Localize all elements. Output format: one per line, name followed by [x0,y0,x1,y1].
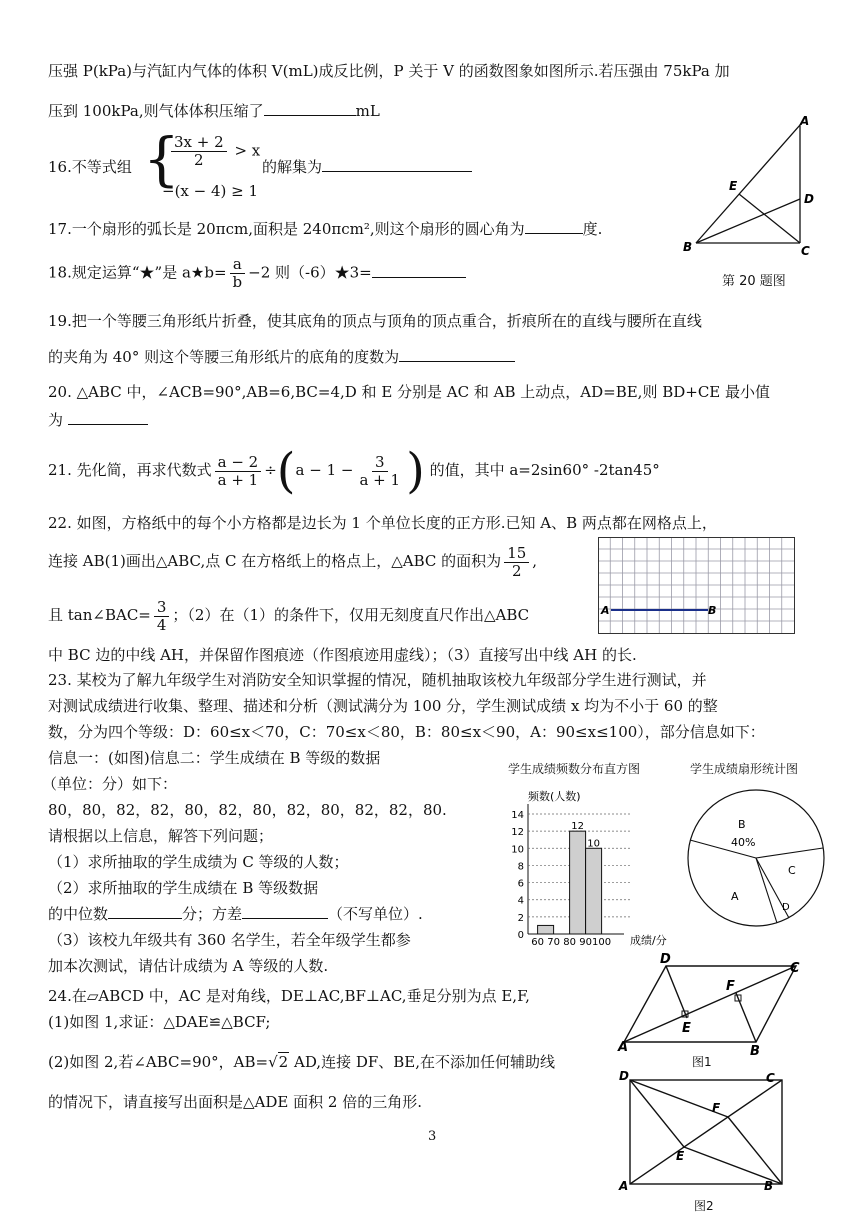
q22-grid [598,537,798,637]
fig1-parallelogram [614,952,814,1070]
q24-line3-text: (2)如图 2,若∠ABC=90°，AB= [48,1053,269,1071]
fig1-label-F: F [726,979,735,994]
q15-line2 [48,102,380,120]
q21-f2-num: 3 [372,454,388,472]
histogram-y-tick: 4 [517,895,524,907]
histogram-y-tick: 0 [517,930,524,941]
pie-title: 学生成绩扇形统计图 [690,762,799,776]
q19-line1: 19.把一个等腰三角形纸片折叠，使其底角的顶点与顶角的顶点重合，折痕所在的直线与腰所在直线 [48,312,702,330]
q23-line6: 80，80，82，82，80，82，80，82，80，82，82，80. [48,801,447,819]
q23-line7: 请根据以上信息，解答下列问题； [48,827,274,845]
q22-line2 [48,540,537,582]
q21-f2-den: a + 1 [359,470,401,489]
histogram-y-tick: 2 [517,912,524,924]
fig2-label-F: F [712,1101,721,1115]
q20-line1: 20. △ABC 中，∠ACB=90°,AB=6,BC=4,D 和 E 分别是 AC 和 AB 上动点，AD=BE,则 BD+CE 最小值 [48,383,771,401]
left-paren: ( [276,443,296,499]
fig20-triangle [680,115,820,260]
q23-line11: （3）该校九年级共有 360 名学生，若全年级学生都参 [48,931,411,949]
q21-divide: ÷ [264,461,277,479]
fig2-caption: 图2 [694,1199,714,1213]
q23-line10 [48,905,423,923]
ineq1-numerator: 3x + 2 [171,134,227,152]
histogram-bar [570,831,586,934]
pie-label-B: B [738,818,746,831]
answer-blank [372,277,466,278]
sqrt-radicand: 2 [278,1053,289,1071]
q20-line2-text: 为 [48,411,64,429]
q21-post: 的值，其中 a=2sin60° -2tan45° [429,461,660,479]
fig1-label-D: D [660,952,671,967]
right-paren: ) [406,443,425,499]
fig2-label-C: C [766,1071,775,1085]
fig1-label-C: C [790,961,800,976]
q23-line2: 对测试成绩进行收集、整理、描述和分析（测试满分为 100 分，学生测试成绩 x 均为不小于 60 的整 [48,697,718,715]
histogram-x-tick: 80 [563,937,576,948]
fig20-label-A: A [800,115,810,128]
q23-line12: 加本次测试，请估计成绩为 A 等级的人数. [48,957,329,975]
q21-text: 21. 先化简，再求代数式 [48,461,212,479]
answer-blank [399,361,515,362]
answer-blank [68,424,148,425]
q24-line3 [48,1053,555,1071]
q16-ineq1 [168,134,260,169]
q22-line1: 22. 如图，方格纸中的每个小方格都是边长为 1 个单位长度的正方形.已知 A、B 两点都在网格点上， [48,514,717,532]
histogram-y-tick: 14 [511,810,524,821]
q24-line4: 的情况下，请直接写出面积是△ADE 面积 2 倍的三角形. [48,1093,422,1111]
q19-line2 [48,348,515,366]
q17-text: 17.一个扇形的弧长是 20πcm,面积是 240πcm²,则这个扇形的圆心角为 [48,220,525,238]
fig2-rectangle [614,1068,814,1194]
histogram-x-tick: 90 [579,937,592,948]
answer-blank [264,115,356,116]
q15-line1: 压强 P(kPa)与汽缸内气体的体积 V(mL)成反比例，P 关于 V 的函数图象如图所示.若压强由 75kPa 加 [48,62,730,80]
tan-num: 3 [154,599,170,617]
q21-mid: a − 1 − [295,461,354,479]
fig20-label-B: B [683,240,693,254]
fig2-label-B: B [764,1179,774,1193]
system-brace: { [143,125,180,193]
answer-blank [525,233,583,234]
q23-line10-a: 的中位数 [48,905,109,923]
histogram-x-tick: 70 [547,937,560,948]
ineq1-denominator: 2 [194,151,204,169]
histogram-bar [586,848,602,934]
histogram-x-tick: 100 [592,937,612,948]
tan-den: 4 [156,615,167,634]
fig2-label-E: E [676,1149,685,1163]
q23-line4: 信息一：(如图)信息二：学生成绩在 B 等级的数据 [48,749,381,767]
q17 [48,220,602,238]
fig20-label-C: C [801,244,810,258]
q21-f1-den: a + 1 [217,470,259,489]
q24-line1: 24.在▱ABCD 中，AC 是对角线，DE⊥AC,BF⊥AC,垂足分别为点 E,F, [48,987,530,1005]
q22-line2-text: 连接 AB(1)画出△ABC,点 C 在方格纸上的格点上，△ABC 的面积为 [48,552,502,570]
answer-blank [242,918,328,919]
q23-line3: 数，分为四个等级：D：60≤x＜70，C：70≤x＜80，B：80≤x＜90，A：90≤x≤100），部分信息如下： [48,723,765,741]
q22-comma: , [532,552,538,570]
histogram-chart [496,786,676,950]
q23-line1: 23. 某校为了解九年级学生对消防安全知识掌握的情况，随机抽取该校九年级部分学生进行测试，并 [48,671,707,689]
q22-line3-text: 且 tan∠BAC= [48,606,151,624]
q16-ineq2: −(x − 4) ≥ 1 [162,182,259,200]
area-num: 15 [504,545,529,563]
pie-label-C: C [788,864,796,877]
q21 [48,443,660,499]
fig20-caption: 第 20 题图 [722,274,786,289]
fig1-caption: 图1 [692,1055,712,1069]
fig1-label-A: A [618,1040,629,1055]
histogram-x-tick: 60 [531,937,544,948]
fig20-label-E: E [729,179,738,193]
fig20-label-D: D [804,192,814,206]
grid-label-A: A [601,604,610,617]
histogram-bar [538,925,554,934]
q16-prefix: 16.不等式组 [48,158,132,176]
q23-line8: （1）求所抽取的学生成绩为 C 等级的人数； [48,853,349,871]
q18 [48,256,466,291]
fig1-label-B: B [750,1044,760,1059]
q22-line3-post: ；（2）在（1）的条件下，仅用无刻度直尺作出△ABC [172,606,530,624]
answer-blank [108,918,182,919]
q24-line2: (1)如图 1,求证：△DAE≌△BCF; [48,1013,271,1031]
q22-line4: 中 BC 边的中线 AH，并保留作图痕迹（作图痕迹用虚线）；（3）直接写出中线 AH 的长. [48,646,637,664]
page-number: 3 [428,1129,437,1144]
histogram-y-tick: 12 [511,827,524,839]
q18-text-post: −2 则（-6）★3= [248,263,372,282]
histogram-data-label: 12 [571,821,584,833]
q16-suffix [262,158,472,176]
histogram-data-label: 10 [587,838,600,850]
pie-label-A: A [731,890,739,903]
histogram-y-tick: 8 [517,861,524,873]
histogram-y-tick: 6 [517,878,524,890]
pie-pct-B: 40% [731,836,756,849]
q21-f1-num: a − 2 [215,454,262,472]
q16-suffix-text: 的解集为 [262,158,323,176]
q23-line10-b: 分；方差 [182,905,243,923]
fig2-label-D: D [619,1069,629,1083]
q20-line2 [48,411,148,429]
q23-line10-c: （不写单位）. [328,905,423,923]
histogram-y-tick: 10 [511,844,524,856]
q18-frac-num: a [230,256,245,274]
answer-blank [322,171,472,172]
q17-unit: 度. [582,220,603,238]
histogram-title: 学生成绩频数分布直方图 [508,762,641,776]
pie-chart [684,784,834,934]
q23-line5: （单位：分）如下： [42,775,178,793]
grid-label-B: B [708,604,717,617]
histogram-xlabel: 成绩/分 [630,934,667,947]
fig2-label-A: A [619,1179,629,1193]
ineq1-rhs: > x [234,141,261,160]
q23-line9: （2）求所抽取的学生成绩在 B 等级数据 [48,879,319,897]
fig1-label-E: E [682,1021,691,1036]
q15-unit: mL [355,102,380,120]
sqrt-sign: √ [268,1053,278,1071]
q18-frac-den: b [232,273,243,291]
histogram-ylabel: 频数(人数) [528,790,581,803]
q18-text: 18.规定运算“★”是 a★b= [48,263,227,282]
q22-line3 [48,594,529,636]
pie-label-D: D [782,902,790,913]
q24-line3-post: AD,连接 DF、BE,在不添加任何辅助线 [293,1053,556,1071]
q15-line2-text: 压到 100kPa,则气体体积压缩了 [48,102,264,120]
q19-line2-text: 的夹角为 40° 则这个等腰三角形纸片的底角的度数为 [48,348,400,366]
area-den: 2 [511,561,522,580]
